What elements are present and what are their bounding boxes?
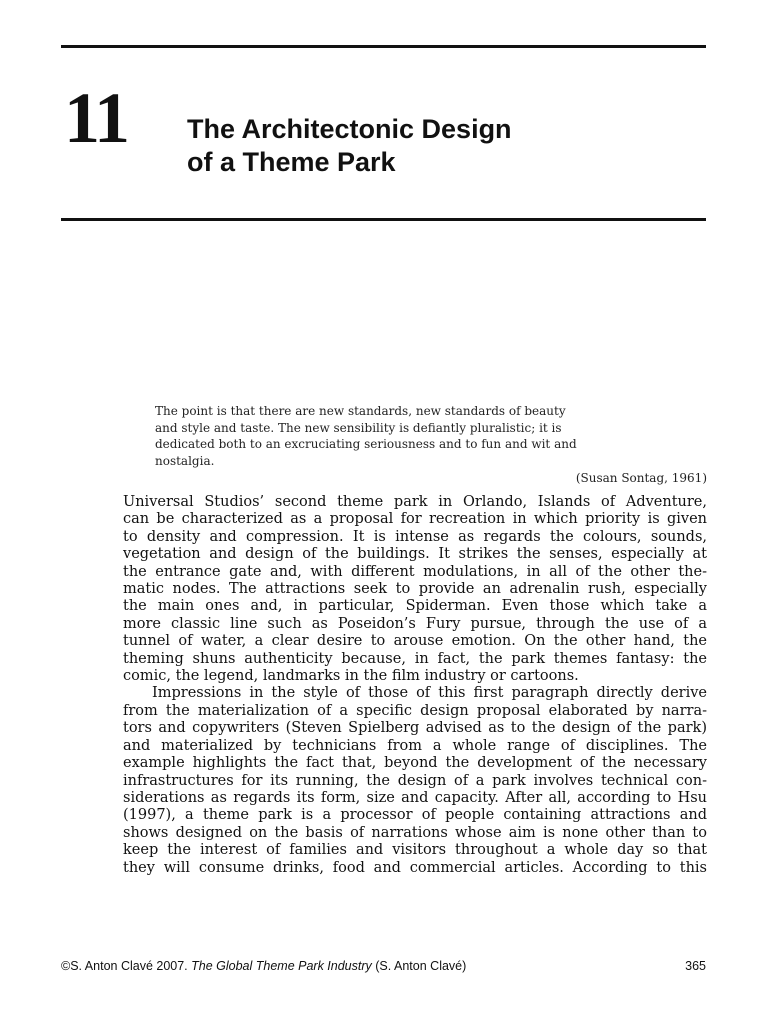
body-line: to density and compression. It is intense as regards the colours, sounds, (123, 528, 707, 545)
body-line: tors and copywriters (Steven Spielberg advised as to the design of the park) (123, 720, 707, 737)
chapter-title-line: of a Theme Park (187, 147, 396, 177)
body-line: Impressions in the style of those of this first paragraph directly derive (152, 685, 707, 702)
body-line: siderations as regards its form, size and capacity. After all, according to Hsu (123, 789, 707, 806)
body-line: keep the interest of families and visitors throughout a whole day so that (123, 842, 707, 859)
body-line: more classic line such as Poseidon’s Fury pursue, through the use of a (123, 615, 707, 632)
epigraph-line: dedicated both to an excruciating seriousness and to fun and wit and (155, 437, 577, 451)
footer-copyright-prefix: ©S. Anton Clavé 2007. (61, 959, 188, 973)
chapter-title (187, 113, 667, 179)
body-line: comic, the legend, landmarks in the film industry or cartoons. (123, 668, 579, 685)
epigraph-line: and style and taste. The new sensibility is defiantly pluralistic; it is (155, 420, 562, 435)
footer-copyright (61, 958, 466, 974)
body-line: tunnel of water, a clear desire to arouse emotion. On the other hand, the (123, 633, 707, 650)
body-line: and materialized by technicians from a whole range of disciplines. The (123, 737, 707, 754)
page-footer (61, 958, 706, 974)
epigraph-attribution: (Susan Sontag, 1961) (575, 471, 707, 485)
top-rule (61, 45, 706, 48)
body-line: the entrance gate and, with different modulations, in all of the other the- (123, 563, 707, 580)
body-line: matic nodes. The attractions seek to provide an adrenalin rush, especially (123, 581, 707, 598)
footer-book-title: The Global Theme Park Industry (191, 959, 372, 973)
body-line: from the materialization of a specific design proposal elaborated by narra- (123, 702, 707, 719)
page-number: 365 (685, 959, 706, 973)
body-line: theming shuns authenticity because, in fact, the park themes fantasy: the (123, 650, 707, 667)
body-line: vegetation and design of the buildings. It strikes the senses, especially at (123, 546, 707, 563)
epigraph (155, 403, 707, 487)
body-text (123, 494, 707, 877)
chapter-title-line: The Architectonic Design (187, 114, 512, 144)
bottom-rule (61, 218, 706, 221)
body-line: shows designed on the basis of narrations whose aim is none other than to (123, 824, 707, 841)
epigraph-line: The point is that there are new standards, new standards of beauty (155, 404, 566, 418)
body-line: (1997), a theme park is a processor of people containing attractions and (123, 807, 707, 824)
chapter-number: 11 (64, 78, 129, 158)
body-line: example highlights the fact that, beyond the development of the necessary (123, 755, 707, 772)
body-line: can be characterized as a proposal for recreation in which priority is given (123, 511, 707, 528)
body-line: they will consume drinks, food and commercial articles. According to this (123, 859, 707, 876)
footer-copyright-suffix: (S. Anton Clavé) (375, 959, 467, 973)
epigraph-line: nostalgia. (155, 453, 215, 468)
body-line: infrastructures for its running, the design of a park involves technical con- (123, 772, 707, 789)
body-line: the main ones and, in particular, Spiderman. Even those which take a (123, 598, 707, 615)
body-line: Universal Studios’ second theme park in Orlando, Islands of Adventure, (123, 494, 707, 510)
